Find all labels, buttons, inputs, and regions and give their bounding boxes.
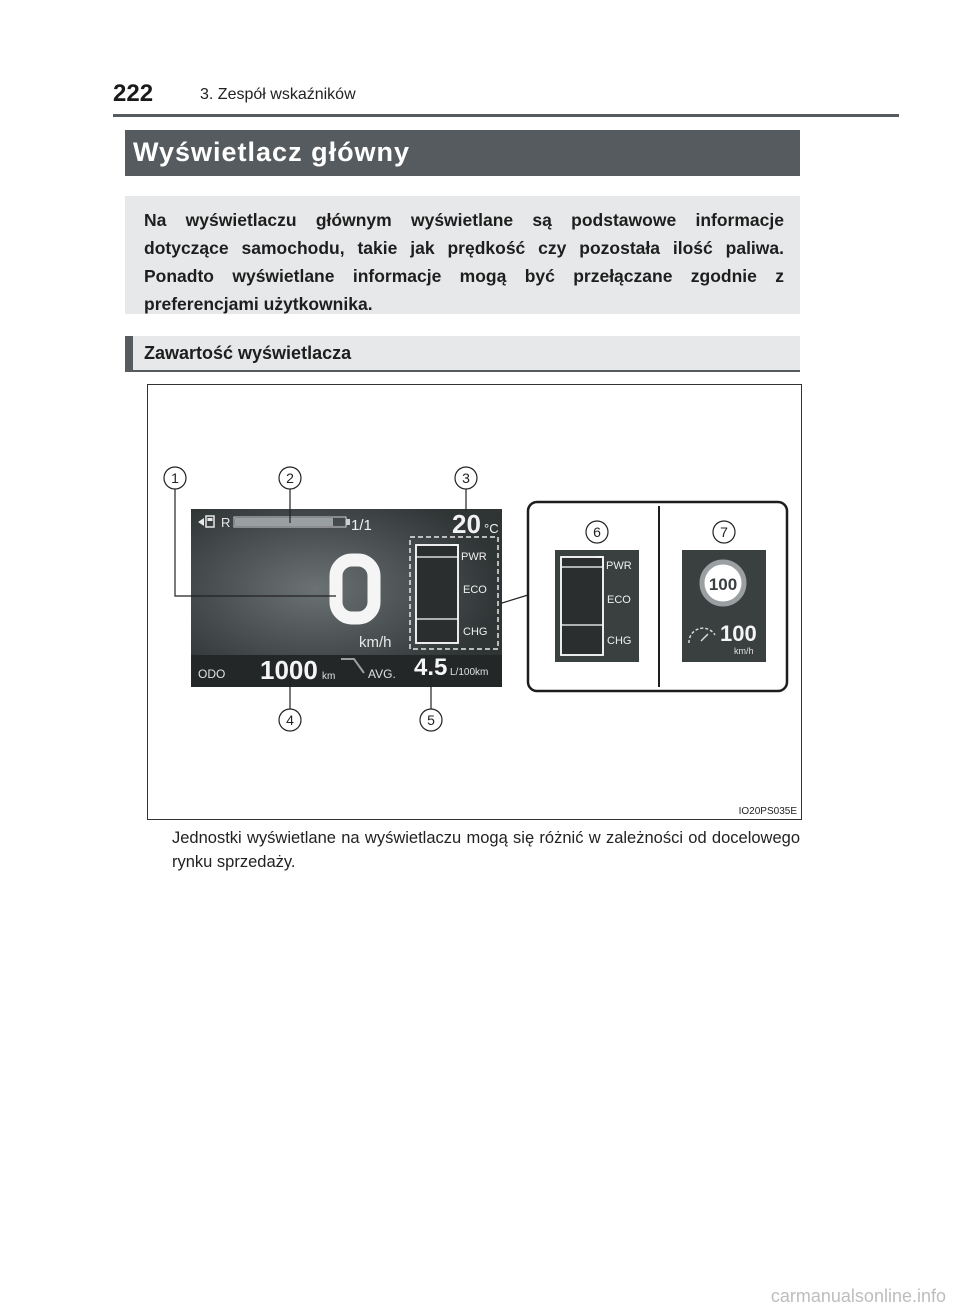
speed-limit-value: 100 xyxy=(708,575,738,594)
callout-6-label: 6 xyxy=(593,524,601,540)
subsection-accent xyxy=(125,336,133,372)
inset-hybrid-label-eco: ECO xyxy=(607,594,631,606)
watermark: carmanualsonline.info xyxy=(770,1286,946,1306)
callout-2-label: 2 xyxy=(286,470,294,486)
footnote: Jednostki wyświetlane na wyświetlaczu mogą się różnić w zależności od docelowego rynku sprzedaży. xyxy=(172,829,800,871)
callout-2 xyxy=(279,467,301,489)
fuel-gear-label: R xyxy=(221,515,231,530)
callout-5 xyxy=(420,709,442,731)
display-figure xyxy=(147,384,802,820)
intro-text: Na wyświetlaczu głównym wyświetlane są podstawowe informacje dotyczące samochodu, takie jak prędkość czy pozostała ilość paliwa. Ponadto wyświetlane informacje mogą być przełączane zgodnie z preferencjami użytkownika. xyxy=(144,210,784,314)
outside-temperature: 20 xyxy=(452,509,481,539)
fuel-bar-fill xyxy=(235,518,333,526)
intro-box xyxy=(125,196,800,314)
set-speed-unit: km/h xyxy=(734,646,754,656)
inset-hybrid-bar xyxy=(561,557,603,655)
hybrid-label-eco: ECO xyxy=(463,584,487,596)
callout-6 xyxy=(586,521,608,543)
callout-4-label: 4 xyxy=(286,712,294,728)
hybrid-label-chg: CHG xyxy=(463,626,488,638)
callout-7 xyxy=(713,521,735,543)
subsection-bar xyxy=(125,336,800,372)
display-illustration xyxy=(148,385,801,819)
page-header xyxy=(113,80,899,117)
odometer-value: 1000 xyxy=(260,655,318,685)
odo-label: ODO xyxy=(198,667,226,681)
callout-5-label: 5 xyxy=(427,712,435,728)
callout-4 xyxy=(279,709,301,731)
fuel-fraction: 1/1 xyxy=(351,517,372,534)
set-speed-value: 100 xyxy=(720,621,757,646)
page-number: 222 xyxy=(113,80,154,107)
fuel-bar-cap xyxy=(346,519,350,525)
callout-1 xyxy=(164,467,186,489)
section-title-bar xyxy=(125,130,800,176)
inset-hybrid-label-chg: CHG xyxy=(607,635,632,647)
callout-1-label: 1 xyxy=(171,470,179,486)
chapter-title: 3. Zespół wskaźników xyxy=(200,86,356,103)
callout-3-label: 3 xyxy=(462,470,470,486)
avg-label: AVG. xyxy=(368,667,396,681)
odometer-unit: km xyxy=(322,671,336,682)
callout-7-label: 7 xyxy=(720,524,728,540)
hybrid-label-pwr: PWR xyxy=(461,551,487,563)
temperature-unit: °C xyxy=(484,521,499,536)
avg-consumption-value: 4.5 xyxy=(414,654,448,681)
speed-unit: km/h xyxy=(359,634,392,651)
inset-hybrid-label-pwr: PWR xyxy=(606,560,632,572)
figure-code: IO20PS035E xyxy=(738,806,797,817)
section-title: Wyświetlacz główny xyxy=(133,137,411,167)
subsection-title: Zawartość wyświetlacza xyxy=(144,343,352,363)
callout-3 xyxy=(455,467,477,489)
consumption-unit: L/100km xyxy=(450,667,489,678)
